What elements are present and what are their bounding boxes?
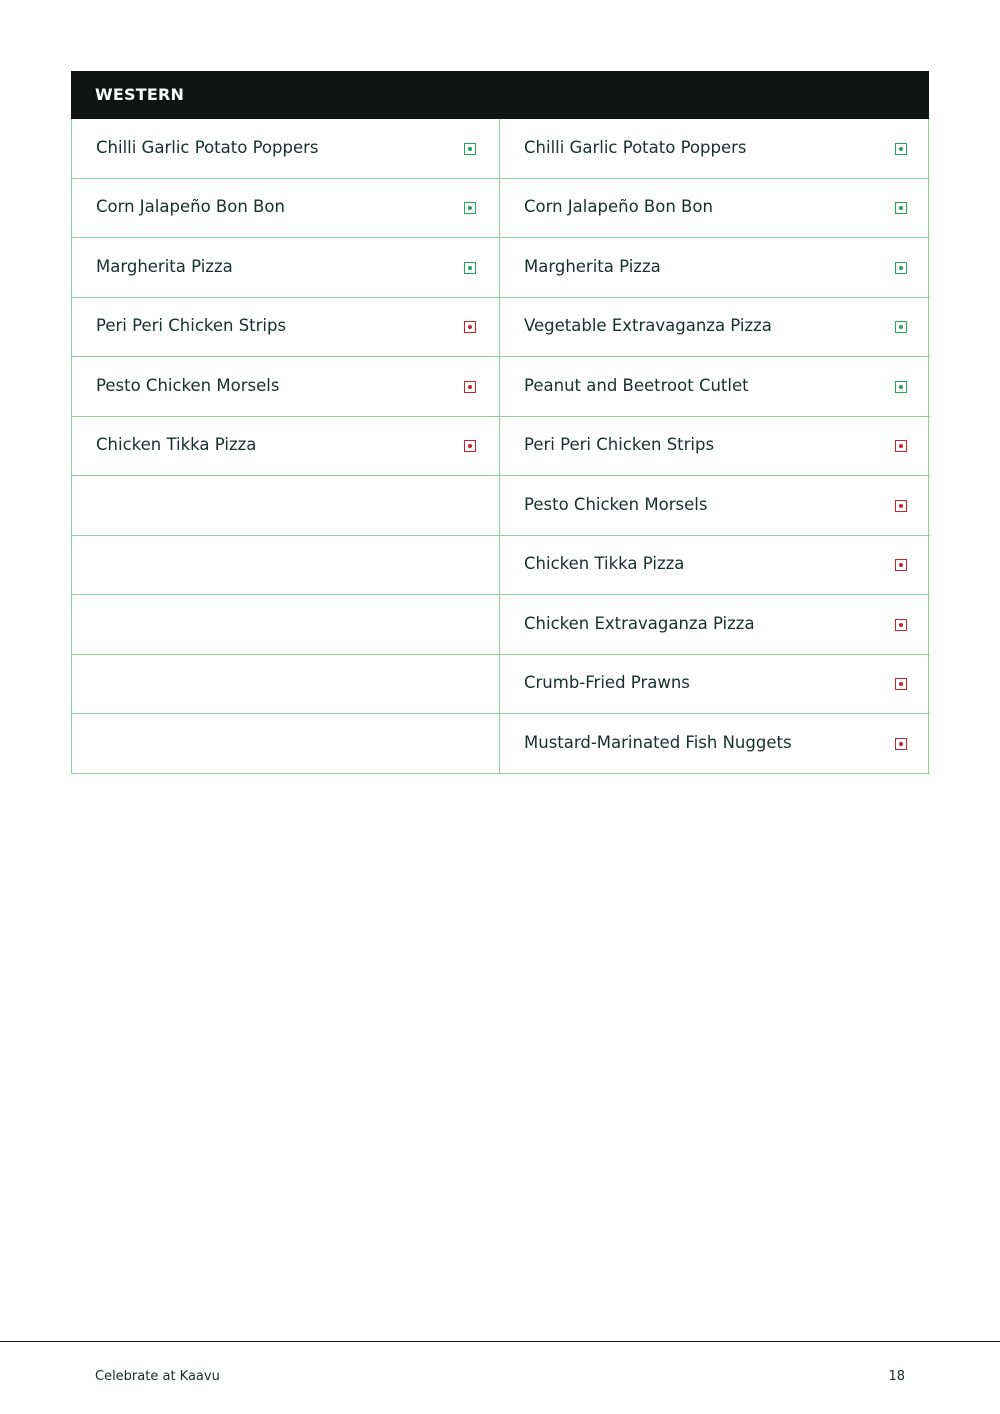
indicator-dot <box>468 325 472 329</box>
menu-item-name: Corn Jalapeño Bon Bon <box>96 197 285 217</box>
menu-cell-right <box>500 119 930 179</box>
indicator-dot <box>468 147 472 151</box>
veg-indicator-icon <box>464 143 476 155</box>
menu-cell-right <box>500 655 930 715</box>
menu-item-name: Corn Jalapeño Bon Bon <box>524 197 713 217</box>
indicator-dot <box>899 682 903 686</box>
menu-item-name: Peri Peri Chicken Strips <box>524 435 715 455</box>
empty-cell-left <box>72 655 500 715</box>
indicator-dot <box>899 266 903 270</box>
indicator-dot <box>899 623 903 627</box>
veg-indicator-icon <box>895 381 907 393</box>
indicator-dot <box>899 206 903 210</box>
menu-item-name: Chicken Tikka Pizza <box>524 554 685 574</box>
indicator-dot <box>468 385 472 389</box>
footer-divider <box>0 1341 1000 1342</box>
menu-item-name: Peanut and Beetroot Cutlet <box>524 375 749 395</box>
footer-title: Celebrate at Kaavu <box>95 1369 220 1384</box>
veg-indicator-icon <box>895 262 907 274</box>
menu-cell-right <box>500 357 930 417</box>
indicator-dot <box>899 147 903 151</box>
menu-item-name: Margherita Pizza <box>524 256 661 276</box>
menu-table <box>71 71 929 774</box>
veg-indicator-icon <box>895 143 907 155</box>
menu-item-name: Margherita Pizza <box>96 256 233 276</box>
veg-indicator-icon <box>895 321 907 333</box>
menu-item-name: Chicken Tikka Pizza <box>96 435 257 455</box>
nonveg-indicator-icon <box>464 321 476 333</box>
menu-item-name: Chilli Garlic Potato Poppers <box>524 137 747 157</box>
empty-cell-left <box>72 714 500 774</box>
nonveg-indicator-icon <box>895 678 907 690</box>
nonveg-indicator-icon <box>895 440 907 452</box>
nonveg-indicator-icon <box>464 440 476 452</box>
page-number: 18 <box>888 1369 905 1384</box>
menu-cell-left <box>72 417 500 477</box>
empty-cell-left <box>72 476 500 536</box>
indicator-dot <box>468 266 472 270</box>
section-header: WESTERN <box>71 71 929 119</box>
menu-cell-right <box>500 714 930 774</box>
menu-cell-left <box>72 238 500 298</box>
nonveg-indicator-icon <box>464 381 476 393</box>
nonveg-indicator-icon <box>895 738 907 750</box>
menu-cell-right <box>500 536 930 596</box>
menu-cell-left <box>72 357 500 417</box>
menu-cell-left <box>72 298 500 358</box>
indicator-dot <box>899 563 903 567</box>
nonveg-indicator-icon <box>895 500 907 512</box>
nonveg-indicator-icon <box>895 619 907 631</box>
veg-indicator-icon <box>464 202 476 214</box>
menu-grid <box>71 119 929 774</box>
menu-cell-left <box>72 119 500 179</box>
indicator-dot <box>468 206 472 210</box>
menu-cell-right <box>500 476 930 536</box>
menu-item-name: Mustard-Marinated Fish Nuggets <box>524 732 792 752</box>
menu-item-name: Peri Peri Chicken Strips <box>96 316 287 336</box>
veg-indicator-icon <box>464 262 476 274</box>
indicator-dot <box>468 444 472 448</box>
menu-cell-right <box>500 595 930 655</box>
menu-cell-right <box>500 179 930 239</box>
indicator-dot <box>899 742 903 746</box>
menu-item-name: Pesto Chicken Morsels <box>524 494 708 514</box>
indicator-dot <box>899 325 903 329</box>
menu-item-name: Vegetable Extravaganza Pizza <box>524 316 772 336</box>
nonveg-indicator-icon <box>895 559 907 571</box>
empty-cell-left <box>72 536 500 596</box>
menu-item-name: Crumb-Fried Prawns <box>524 673 690 693</box>
indicator-dot <box>899 444 903 448</box>
menu-cell-right <box>500 417 930 477</box>
menu-item-name: Chicken Extravaganza Pizza <box>524 613 755 633</box>
indicator-dot <box>899 504 903 508</box>
menu-cell-right <box>500 238 930 298</box>
menu-cell-left <box>72 179 500 239</box>
indicator-dot <box>899 385 903 389</box>
empty-cell-left <box>72 595 500 655</box>
menu-cell-right <box>500 298 930 358</box>
veg-indicator-icon <box>895 202 907 214</box>
menu-item-name: Pesto Chicken Morsels <box>96 375 280 395</box>
menu-item-name: Chilli Garlic Potato Poppers <box>96 137 319 157</box>
